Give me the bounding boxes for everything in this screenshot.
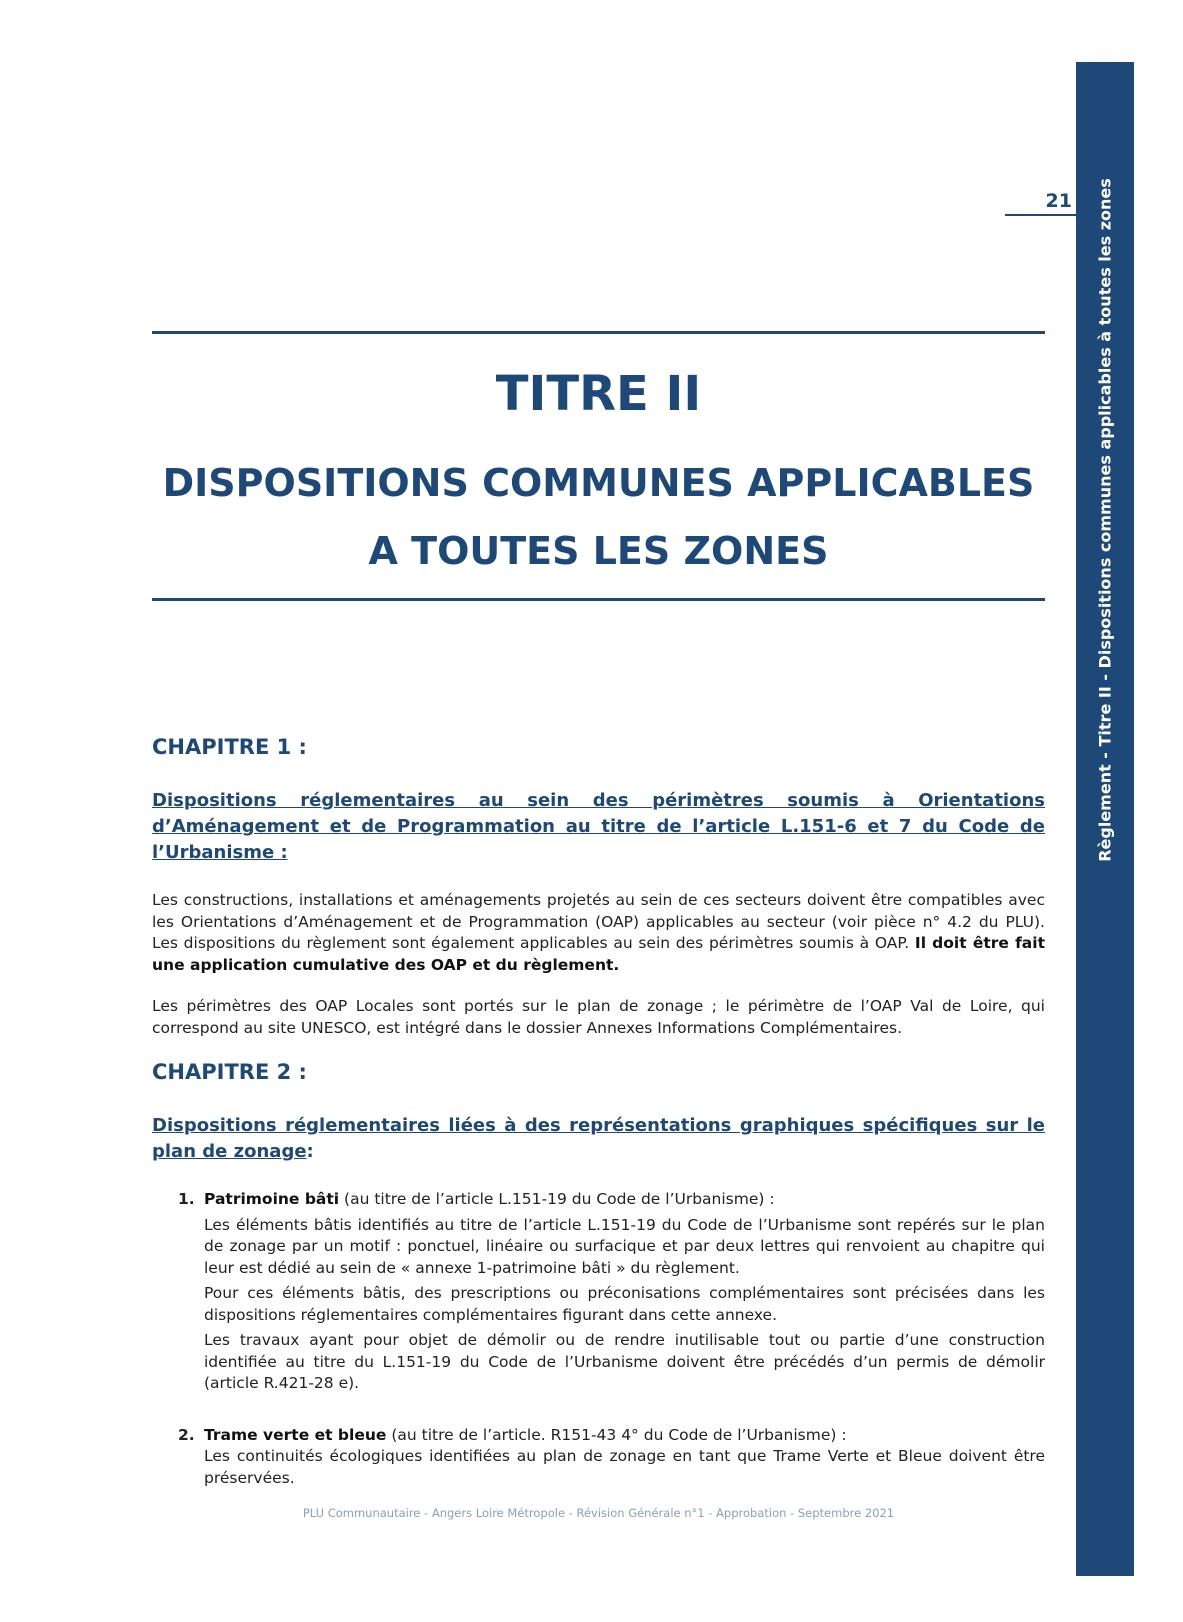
list-item-heading xyxy=(204,1425,1045,1447)
list-item-paragraph: Pour ces éléments bâtis, des prescriptions ou préconisations complémentaires sont précisées dans les dispositions réglementaires complémentaires figurant dans cette annexe. xyxy=(204,1284,1045,1324)
chapter1-heading: CHAPITRE 1 : xyxy=(152,735,307,759)
list-item-paragraph: Les travaux ayant pour objet de démolir ou de rendre inutilisable tout ou partie d’une construction identifiée au titre du L.151-19 du Code de l’Urbanisme doivent être précédés d’un permis de démolir (article R.421-28 e). xyxy=(204,1331,1045,1392)
list-item-paragraph: Les continuités écologiques identifiées au plan de zonage en tant que Trame Verte et Bleue doivent être préservées. xyxy=(204,1447,1045,1487)
title-rule-top xyxy=(152,331,1045,334)
chapter1-paragraph1 xyxy=(152,890,1045,976)
main-content xyxy=(152,734,1045,1519)
page-subtitle-line1: DISPOSITIONS COMMUNES APPLICABLES xyxy=(162,461,1035,505)
page-number: 21 xyxy=(1045,190,1072,212)
chapter1-paragraph1-text: Les constructions, installations et aménagements projetés au sein de ces secteurs doivent être compatibles avec les Orientations d’Aménagement et de Programmation (OAP) applicables au secteur (voir pièce n° 4.2 du PLU). Les dispositions du règlement sont également applicables au sein des périmètres soumis à OAP. xyxy=(152,891,1045,952)
page-subtitle-line2: A TOUTES LES ZONES xyxy=(368,529,829,573)
list-item-label: Patrimoine bâti xyxy=(204,1190,340,1208)
chapter2-list xyxy=(152,1189,1045,1489)
list-item xyxy=(152,1189,1045,1395)
list-item-ref: (au titre de l’article L.151-19 du Code de l’Urbanisme) : xyxy=(339,1190,775,1208)
page-number-rule xyxy=(1005,214,1077,216)
list-item xyxy=(152,1425,1045,1490)
page-title: TITRE II xyxy=(495,366,702,422)
page-footer: PLU Communautaire - Angers Loire Métropole - Révision Générale n°1 - Approbation - Septembre 2021 xyxy=(302,1506,895,1520)
list-item-ref: (au titre de l’article. R151-43 4° du Code de l’Urbanisme) : xyxy=(386,1425,847,1444)
chapter1-paragraph1-bold: Il doit être fait une application cumulative des OAP et du règlement. xyxy=(152,934,1045,974)
chapter2-title xyxy=(152,1113,1045,1165)
list-item-number: 2. xyxy=(178,1425,195,1444)
chapter2-title-tail: : xyxy=(306,1141,314,1162)
sidebar-label: Règlement - Titre II - Dispositions communes applicables à toutes les zones xyxy=(1095,178,1115,862)
list-item-paragraph: Les éléments bâtis identifiés au titre de l’article L.151-19 du Code de l’Urbanisme sont repérés sur le plan de zonage par un motif : ponctuel, linéaire ou surfacique et par deux lettres qui renvoient au chapitre qui leur est dédié au sein de « annexe 1-patrimoine bâti » du règlement. xyxy=(204,1215,1045,1277)
chapter2-heading: CHAPITRE 2 : xyxy=(152,1060,307,1084)
list-item-number: 1. xyxy=(178,1190,195,1208)
list-item-label: Trame verte et bleue xyxy=(204,1425,387,1444)
title-rule-bottom xyxy=(152,598,1045,601)
chapter1-paragraph2: Les périmètres des OAP Locales sont portés sur le plan de zonage ; le périmètre de l’OAP Val de Loire, qui correspond au site UNESCO, est intégré dans le dossier Annexes Informations Complémentaires. xyxy=(152,997,1045,1037)
chapter2-title-underlined: Dispositions réglementaires liées à des représentations graphiques spécifiques sur le plan de zonage xyxy=(152,1115,1045,1162)
chapter1-title: Dispositions réglementaires au sein des périmètres soumis à Orientations d’Aménagement et de Programmation au titre de l’article L.151-6 et 7 du Code de l’Urbanisme : xyxy=(152,790,1045,863)
list-item-heading xyxy=(204,1189,1045,1211)
